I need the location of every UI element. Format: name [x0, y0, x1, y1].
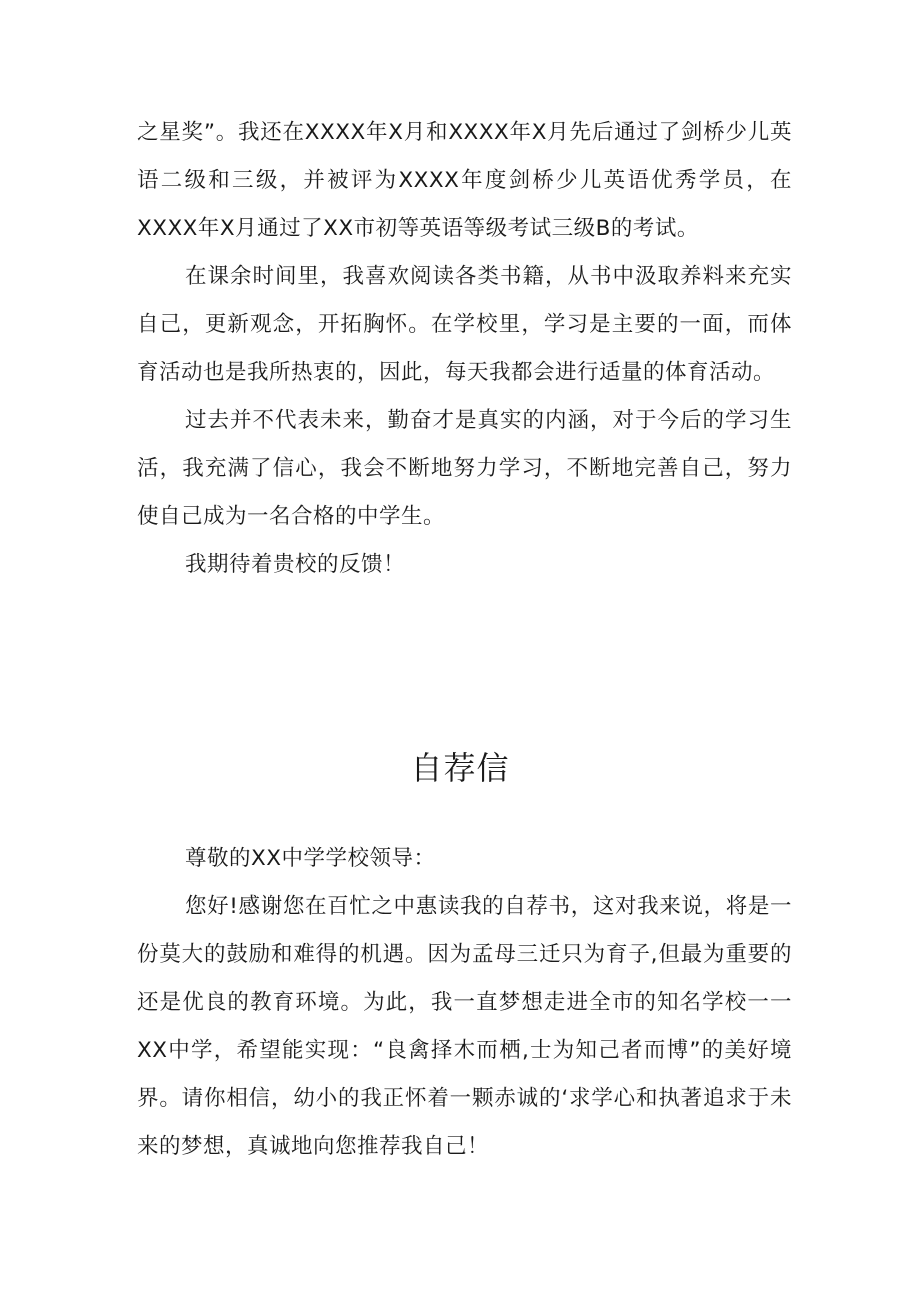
salutation: 尊敬的XX中学学校领导：: [185, 846, 436, 871]
paragraph-future: 过去并不代表未来，勤奋才是真实的内涵，对于今后的学习生活，我充满了信心，我会不断地努力学习，不断地完善自己，努力使自己成为一名合格的中学生。: [137, 408, 792, 529]
paragraph-awards: 之星奖”。我还在XXXX年X月和XXXX年X月先后通过了剑桥少儿英语二级和三级，并被评为XXXX年度剑桥少儿英语优秀学员，在XXXX年X月通过了XX市初等英语等级考试三级B的考试。: [137, 120, 792, 241]
paragraph-closing: 我期待着贵校的反馈！: [185, 552, 406, 577]
letter-title: 自荐信: [410, 749, 510, 787]
paragraph-reading: 在课余时间里，我喜欢阅读各类书籍，从书中汲取养料来充实自己，更新观念，开拓胸怀。在学校里，学习是主要的一面，而体育活动也是我所热衷的，因此，每天我都会进行适量的体育活动。: [137, 264, 792, 385]
continued-letter-body: [137, 109, 792, 589]
paragraph-greeting: 您好!感谢您在百忙之中惠读我的自荐书，这对我来说，将是一份莫大的鼓励和难得的机遇。因为孟母三迁只为育子,但最为重要的还是优良的教育环境。为此，我一直梦想走进全市的知名学校一一XX中学，希望能实现：“良禽择木而栖,士为知己者而博”的美好境界。请你相信，幼小的我正怀着一颗赤诚的‘求学心和执著追求于未来的梦想，真诚地向您推荐我自己！: [137, 894, 792, 1159]
recommendation-letter-body: [137, 835, 792, 1171]
